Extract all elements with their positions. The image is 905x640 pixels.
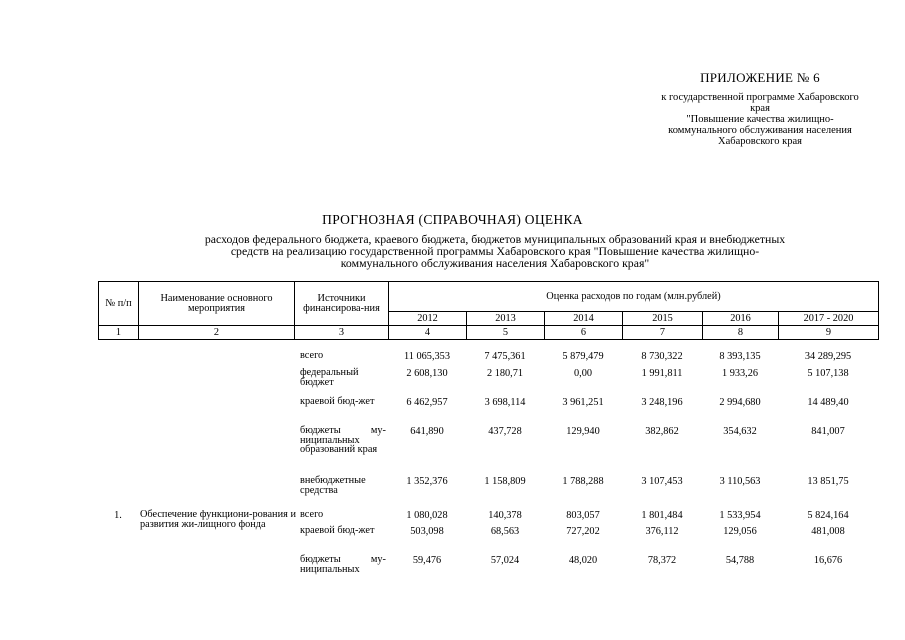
value-cell: 841,007	[811, 426, 845, 437]
value-cell: 727,202	[566, 526, 600, 537]
value-cell: 1 801,484	[641, 510, 683, 521]
column-number: 1	[99, 326, 139, 340]
value-cell: 3 698,114	[484, 397, 526, 408]
header-year: 2017 - 2020	[779, 312, 879, 326]
value-cell: 1 352,376	[406, 476, 448, 487]
value-cell: 1 933,26	[721, 368, 759, 379]
document-title: ПРОГНОЗНАЯ (СПРАВОЧНАЯ) ОЦЕНКА	[322, 212, 583, 227]
estimate-table-header	[98, 281, 879, 340]
value-cell: 14 489,40	[807, 397, 849, 408]
value-cell: 16,676	[813, 555, 843, 566]
value-cell: 13 851,75	[807, 476, 849, 487]
document-subtitle-line: коммунального обслуживания населения Хабаровского края"	[340, 256, 650, 270]
appendix-subtitle-line: коммунального обслуживания населения	[668, 125, 852, 136]
row-number-cell: 1.	[114, 510, 122, 521]
value-cell: 5 879,479	[562, 351, 604, 362]
appendix-subtitle-line: "Повышение качества жилищно-	[686, 114, 834, 125]
value-cell: 54,788	[725, 555, 755, 566]
appendix-block	[640, 70, 880, 147]
value-cell: 3 248,196	[641, 397, 683, 408]
column-number: 7	[623, 326, 703, 340]
value-cell: 1 158,809	[484, 476, 526, 487]
value-cell: 803,057	[566, 510, 600, 521]
column-number: 6	[545, 326, 623, 340]
document-subtitle-line: расходов федерального бюджета, краевого бюджета, бюджетов муниципальных образований края и внебюджетных	[204, 232, 786, 246]
value-cell: 2 608,130	[406, 368, 448, 379]
value-cell: 3 961,251	[562, 397, 604, 408]
source-cell: всего	[300, 509, 324, 520]
source-cell: бюджеты му-ниципальных	[300, 554, 386, 575]
appendix-subtitle-line: к государственной программе Хабаровского	[661, 92, 859, 103]
document-subtitle	[110, 233, 880, 269]
value-cell: 8 393,135	[719, 351, 761, 362]
column-number: 3	[295, 326, 389, 340]
header-year: 2016	[703, 312, 779, 326]
header-source: Источники финансирова-ния	[295, 282, 389, 326]
column-number: 4	[389, 326, 467, 340]
value-cell: 5 824,164	[807, 510, 849, 521]
value-cell: 8 730,322	[641, 351, 683, 362]
header-measure: Наименование основного мероприятия	[139, 282, 295, 326]
value-cell: 2 994,680	[719, 397, 761, 408]
source-cell: краевой бюд-жет	[300, 525, 375, 536]
value-cell: 129,056	[723, 526, 757, 537]
value-cell: 129,940	[566, 426, 600, 437]
value-cell: 34 289,295	[804, 351, 852, 362]
value-cell: 3 107,453	[641, 476, 683, 487]
value-cell: 48,020	[568, 555, 598, 566]
appendix-subtitle-line: края	[750, 103, 770, 114]
value-cell: 1 991,811	[641, 368, 683, 379]
value-cell: 68,563	[490, 526, 520, 537]
column-number: 5	[467, 326, 545, 340]
value-cell: 1 080,028	[406, 510, 448, 521]
value-cell: 503,098	[410, 526, 444, 537]
value-cell: 59,476	[412, 555, 442, 566]
value-cell: 1 533,954	[719, 510, 761, 521]
source-cell: внебюджетные средства	[300, 475, 366, 496]
value-cell: 437,728	[488, 426, 522, 437]
value-cell: 354,632	[723, 426, 757, 437]
header-year: 2012	[389, 312, 467, 326]
value-cell: 376,112	[645, 526, 679, 537]
value-cell: 7 475,361	[484, 351, 526, 362]
column-number: 9	[779, 326, 879, 340]
value-cell: 2 180,71	[486, 368, 524, 379]
appendix-title: ПРИЛОЖЕНИЕ № 6	[700, 70, 820, 85]
value-cell: 6 462,957	[406, 397, 448, 408]
header-year: 2015	[623, 312, 703, 326]
column-number: 2	[139, 326, 295, 340]
source-cell: краевой бюд-жет	[300, 396, 375, 407]
header-year: 2013	[467, 312, 545, 326]
value-cell: 5 107,138	[807, 368, 849, 379]
value-cell: 382,862	[645, 426, 679, 437]
source-cell: бюджеты му-ниципальных образований края	[300, 425, 386, 455]
source-cell: всего	[300, 350, 324, 361]
value-cell: 3 110,563	[719, 476, 761, 487]
header-year: 2014	[545, 312, 623, 326]
header-number: № п/п	[99, 282, 139, 326]
column-number: 8	[703, 326, 779, 340]
value-cell: 1 788,288	[562, 476, 604, 487]
appendix-subtitle-line: Хабаровского края	[718, 136, 802, 147]
appendix-subtitle	[640, 92, 880, 147]
value-cell: 140,378	[488, 510, 522, 521]
document-subtitle-line: средств на реализацию государственной программы Хабаровского края "Повышение качества жилищно-	[230, 244, 760, 258]
value-cell: 641,890	[410, 426, 444, 437]
header-estimate-group: Оценка расходов по годам (млн.рублей)	[389, 282, 879, 312]
measure-cell: Обеспечение функциони-рования и развития жи-лищного фонда	[140, 509, 296, 530]
value-cell: 0,00	[573, 368, 593, 379]
value-cell: 481,008	[811, 526, 845, 537]
value-cell: 57,024	[490, 555, 520, 566]
source-cell: федеральный бюджет	[300, 367, 359, 388]
value-cell: 78,372	[647, 555, 677, 566]
value-cell: 11 065,353	[404, 351, 450, 362]
